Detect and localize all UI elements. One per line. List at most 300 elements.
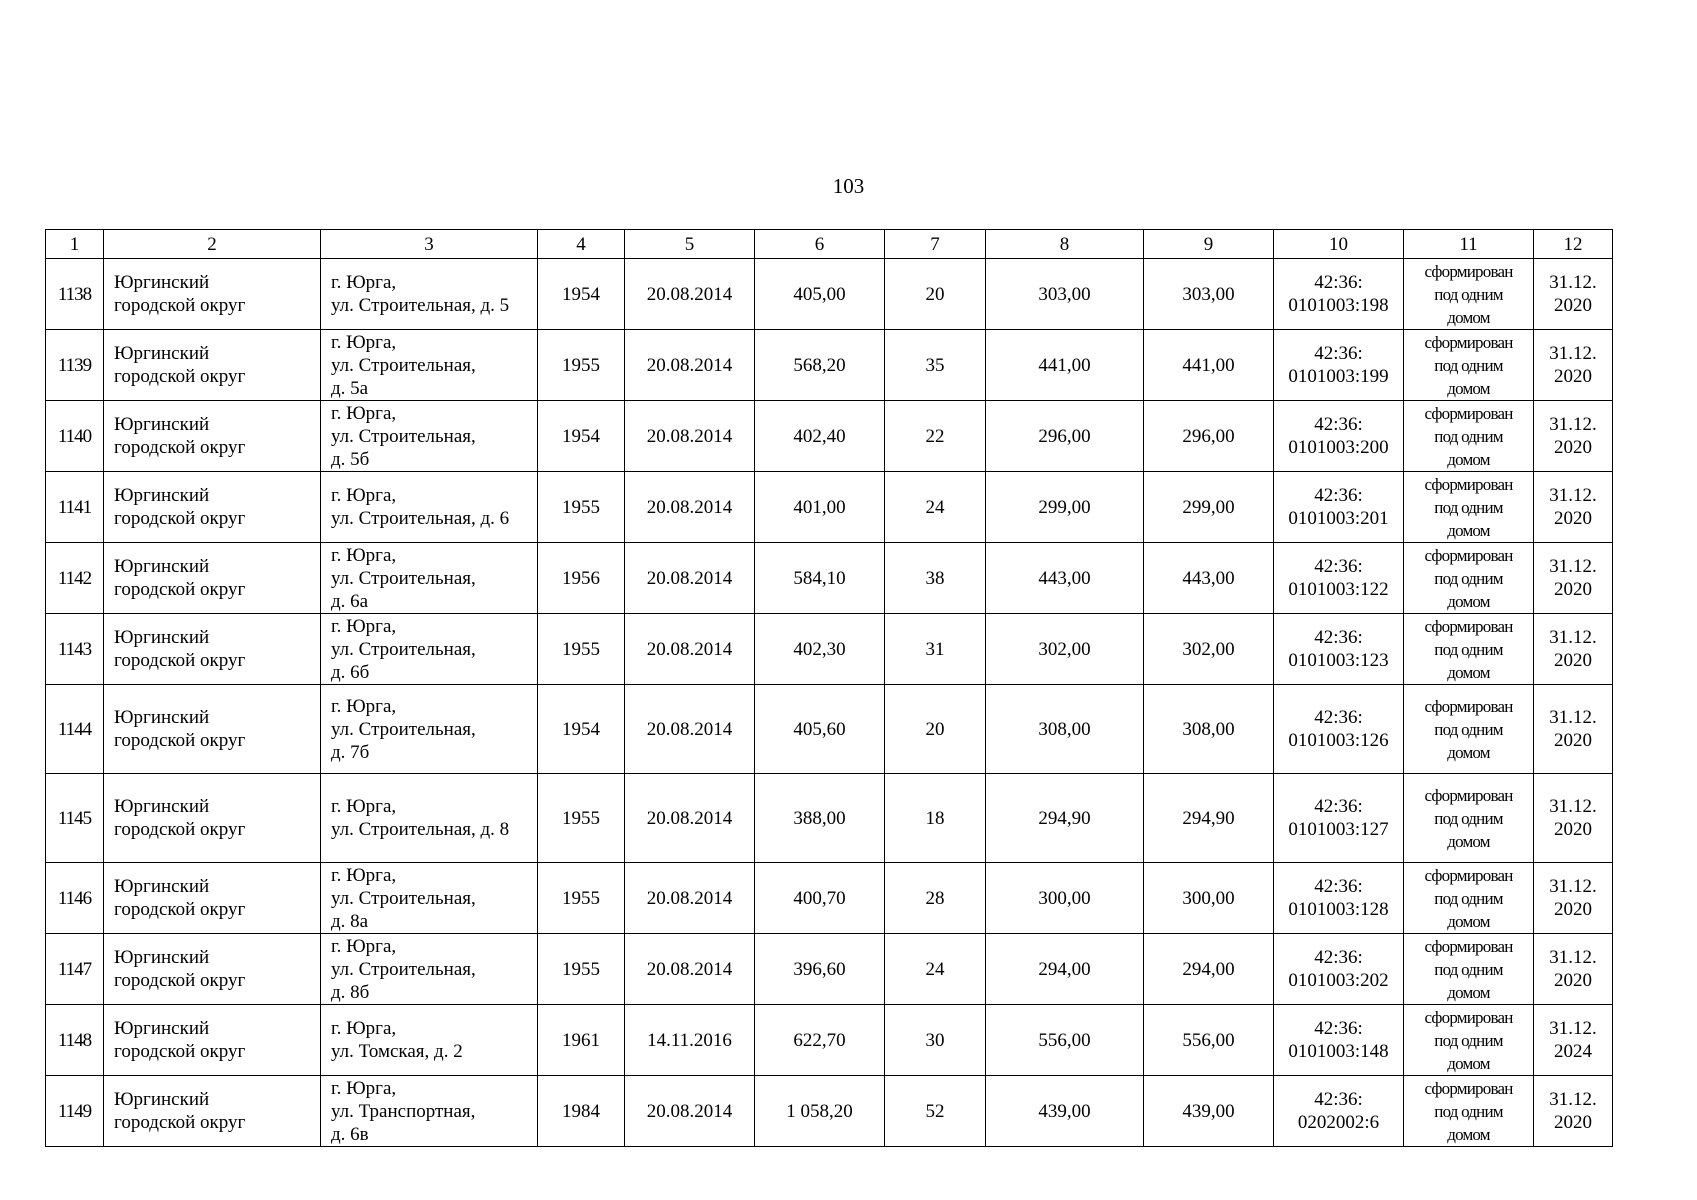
deadline-line: 31.12.	[1549, 707, 1597, 728]
table-row	[46, 330, 1613, 401]
land-status-line: под одним	[1434, 284, 1503, 304]
deadline-cell	[1534, 863, 1613, 934]
address-line: г. Юрга,	[331, 615, 397, 637]
page-number: 103	[832, 174, 865, 198]
land-status-line: домом	[1447, 982, 1490, 1002]
address-cell	[321, 1076, 538, 1147]
column-number: 6	[755, 230, 885, 259]
row-number-cell: 1143	[46, 614, 104, 685]
date-cell: 20.08.2014	[625, 863, 755, 934]
land-status-line: сформирован	[1424, 545, 1513, 565]
deadline-line: 31.12.	[1549, 485, 1597, 506]
deadline-cell	[1534, 472, 1613, 543]
land-status-cell	[1404, 774, 1534, 863]
date-cell: 20.08.2014	[625, 472, 755, 543]
date-cell: 20.08.2014	[625, 401, 755, 472]
year-cell: 1954	[538, 685, 625, 774]
land-plan-area-cell: 441,00	[986, 330, 1144, 401]
municipality-line: городской округ	[114, 730, 246, 751]
date-cell: 14.11.2016	[625, 1005, 755, 1076]
cadastral-number-cell	[1274, 614, 1404, 685]
area-cell: 568,20	[755, 330, 885, 401]
address-line: г. Юрга,	[331, 272, 397, 293]
address-line: ул. Строительная,	[331, 887, 476, 909]
cadastral-number-cell	[1274, 1005, 1404, 1076]
deadline-cell	[1534, 330, 1613, 401]
municipality-cell	[104, 472, 321, 543]
municipality-cell	[104, 863, 321, 934]
residents-cell: 35	[885, 330, 986, 401]
year-cell: 1956	[538, 543, 625, 614]
cadastral-line: 42:36:	[1314, 272, 1363, 293]
address-line: ул. Строительная,	[331, 425, 476, 447]
land-status-line: под одним	[1434, 959, 1503, 979]
land-status-cell	[1404, 934, 1534, 1005]
deadline-cell	[1534, 774, 1613, 863]
cadastral-line: 42:36:	[1314, 627, 1363, 648]
land-status-line: сформирован	[1424, 616, 1513, 636]
table-row	[46, 774, 1613, 863]
cadastral-number-cell	[1274, 401, 1404, 472]
deadline-line: 2020	[1554, 1112, 1592, 1133]
housing-registry-table	[45, 229, 1613, 1147]
municipality-cell	[104, 259, 321, 330]
row-number-cell: 1149	[46, 1076, 104, 1147]
land-measured-area-cell: 443,00	[1144, 543, 1274, 614]
land-status-line: домом	[1447, 831, 1490, 851]
land-status-line: сформирован	[1424, 261, 1513, 281]
address-line: г. Юрга,	[331, 331, 397, 353]
date-cell: 20.08.2014	[625, 774, 755, 863]
address-cell	[321, 401, 538, 472]
municipality-line: Юргинский	[114, 343, 210, 364]
cadastral-line: 0101003:148	[1288, 1041, 1389, 1062]
column-number: 9	[1144, 230, 1274, 259]
cadastral-line: 42:36:	[1314, 1018, 1363, 1039]
cadastral-line: 0101003:198	[1288, 295, 1389, 316]
municipality-line: Юргинский	[114, 1089, 210, 1110]
cadastral-number-cell	[1274, 774, 1404, 863]
address-line: ул. Строительная,	[331, 354, 476, 376]
land-plan-area-cell: 294,90	[986, 774, 1144, 863]
land-measured-area-cell: 294,90	[1144, 774, 1274, 863]
address-cell	[321, 330, 538, 401]
land-measured-area-cell: 302,00	[1144, 614, 1274, 685]
cadastral-number-cell	[1274, 543, 1404, 614]
year-cell: 1955	[538, 774, 625, 863]
municipality-line: городской округ	[114, 970, 246, 991]
land-plan-area-cell: 296,00	[986, 401, 1144, 472]
residents-cell: 22	[885, 401, 986, 472]
land-status-line: домом	[1447, 378, 1490, 398]
land-status-line: сформирован	[1424, 1007, 1513, 1027]
cadastral-number-cell	[1274, 472, 1404, 543]
land-measured-area-cell: 308,00	[1144, 685, 1274, 774]
table-row	[46, 1005, 1613, 1076]
table-row	[46, 934, 1613, 1005]
column-number: 2	[104, 230, 321, 259]
residents-cell: 52	[885, 1076, 986, 1147]
land-plan-area-cell: 443,00	[986, 543, 1144, 614]
table-body	[46, 230, 1613, 1147]
municipality-cell	[104, 614, 321, 685]
deadline-line: 2020	[1554, 819, 1592, 840]
deadline-line: 2020	[1554, 508, 1592, 529]
municipality-line: городской округ	[114, 366, 246, 387]
cadastral-line: 42:36:	[1314, 876, 1363, 897]
municipality-line: городской округ	[114, 508, 246, 529]
deadline-cell	[1534, 1005, 1613, 1076]
area-cell: 402,30	[755, 614, 885, 685]
table-row	[46, 472, 1613, 543]
land-measured-area-cell: 299,00	[1144, 472, 1274, 543]
cadastral-line: 42:36:	[1314, 556, 1363, 577]
address-cell	[321, 259, 538, 330]
address-cell	[321, 543, 538, 614]
municipality-cell	[104, 1005, 321, 1076]
municipality-cell	[104, 401, 321, 472]
column-number-row	[46, 230, 1613, 259]
cadastral-line: 0101003:127	[1288, 819, 1389, 840]
land-status-line: под одним	[1434, 639, 1503, 659]
land-status-cell	[1404, 1076, 1534, 1147]
municipality-cell	[104, 934, 321, 1005]
land-status-line: сформирован	[1424, 332, 1513, 352]
area-cell: 1 058,20	[755, 1076, 885, 1147]
deadline-cell	[1534, 934, 1613, 1005]
deadline-line: 2024	[1554, 1041, 1592, 1062]
column-number: 12	[1534, 230, 1613, 259]
land-status-cell	[1404, 401, 1534, 472]
municipality-cell	[104, 330, 321, 401]
date-cell: 20.08.2014	[625, 685, 755, 774]
cadastral-line: 42:36:	[1314, 707, 1363, 728]
deadline-line: 31.12.	[1549, 947, 1597, 968]
date-cell: 20.08.2014	[625, 543, 755, 614]
address-cell	[321, 774, 538, 863]
table-row	[46, 614, 1613, 685]
deadline-line: 2020	[1554, 650, 1592, 671]
row-number-cell: 1140	[46, 401, 104, 472]
deadline-cell	[1534, 543, 1613, 614]
deadline-line: 2020	[1554, 970, 1592, 991]
cadastral-number-cell	[1274, 259, 1404, 330]
municipality-line: Юргинский	[114, 876, 210, 897]
date-cell: 20.08.2014	[625, 614, 755, 685]
cadastral-line: 42:36:	[1314, 414, 1363, 435]
land-status-line: домом	[1447, 1053, 1490, 1073]
land-plan-area-cell: 300,00	[986, 863, 1144, 934]
year-cell: 1955	[538, 934, 625, 1005]
municipality-line: городской округ	[114, 899, 246, 920]
land-plan-area-cell: 302,00	[986, 614, 1144, 685]
residents-cell: 38	[885, 543, 986, 614]
year-cell: 1955	[538, 330, 625, 401]
deadline-line: 2020	[1554, 730, 1592, 751]
address-line: ул. Строительная, д. 5	[331, 295, 510, 316]
cadastral-line: 42:36:	[1314, 947, 1363, 968]
land-status-line: домом	[1447, 307, 1490, 327]
address-line: ул. Строительная,	[331, 567, 476, 589]
cadastral-line: 42:36:	[1314, 796, 1363, 817]
land-status-line: под одним	[1434, 1030, 1503, 1050]
year-cell: 1955	[538, 614, 625, 685]
municipality-line: городской округ	[114, 1112, 246, 1133]
row-number-cell: 1144	[46, 685, 104, 774]
land-status-cell	[1404, 685, 1534, 774]
municipality-cell	[104, 543, 321, 614]
address-line: ул. Строительная, д. 8	[331, 819, 510, 840]
residents-cell: 31	[885, 614, 986, 685]
row-number-cell: 1145	[46, 774, 104, 863]
address-line: г. Юрга,	[331, 485, 397, 506]
row-number-cell: 1147	[46, 934, 104, 1005]
address-line: ул. Строительная,	[331, 958, 476, 980]
land-status-line: сформирован	[1424, 474, 1513, 494]
table-row	[46, 863, 1613, 934]
date-cell: 20.08.2014	[625, 330, 755, 401]
municipality-line: Юргинский	[114, 556, 210, 577]
land-measured-area-cell: 441,00	[1144, 330, 1274, 401]
municipality-line: Юргинский	[114, 272, 210, 293]
land-status-line: под одним	[1434, 426, 1503, 446]
municipality-line: городской округ	[114, 650, 246, 671]
cadastral-number-cell	[1274, 330, 1404, 401]
land-status-cell	[1404, 1005, 1534, 1076]
land-status-line: домом	[1447, 449, 1490, 469]
deadline-cell	[1534, 614, 1613, 685]
land-status-line: сформирован	[1424, 785, 1513, 805]
address-line: г. Юрга,	[331, 1077, 397, 1099]
deadline-line: 2020	[1554, 579, 1592, 600]
deadline-line: 31.12.	[1549, 1089, 1597, 1110]
land-status-line: под одним	[1434, 355, 1503, 375]
land-measured-area-cell: 439,00	[1144, 1076, 1274, 1147]
address-cell	[321, 472, 538, 543]
residents-cell: 24	[885, 934, 986, 1005]
address-cell	[321, 614, 538, 685]
date-cell: 20.08.2014	[625, 934, 755, 1005]
land-status-cell	[1404, 330, 1534, 401]
address-line: д. 6б	[331, 661, 370, 683]
year-cell: 1961	[538, 1005, 625, 1076]
cadastral-number-cell	[1274, 934, 1404, 1005]
area-cell: 405,00	[755, 259, 885, 330]
column-number: 4	[538, 230, 625, 259]
address-line: д. 7б	[331, 741, 370, 763]
cadastral-line: 0101003:123	[1288, 650, 1389, 671]
land-status-line: сформирован	[1424, 696, 1513, 716]
deadline-line: 2020	[1554, 437, 1592, 458]
cadastral-line: 0101003:128	[1288, 899, 1389, 920]
municipality-line: Юргинский	[114, 707, 210, 728]
row-number-cell: 1142	[46, 543, 104, 614]
deadline-cell	[1534, 685, 1613, 774]
residents-cell: 20	[885, 259, 986, 330]
cadastral-line: 42:36:	[1314, 1089, 1363, 1110]
deadline-cell	[1534, 401, 1613, 472]
land-measured-area-cell: 303,00	[1144, 259, 1274, 330]
area-cell: 622,70	[755, 1005, 885, 1076]
deadline-line: 31.12.	[1549, 414, 1597, 435]
area-cell: 401,00	[755, 472, 885, 543]
land-status-line: домом	[1447, 911, 1490, 931]
table-row	[46, 259, 1613, 330]
address-cell	[321, 685, 538, 774]
municipality-line: городской округ	[114, 295, 246, 316]
column-number: 8	[986, 230, 1144, 259]
land-plan-area-cell: 556,00	[986, 1005, 1144, 1076]
row-number-cell: 1139	[46, 330, 104, 401]
municipality-cell	[104, 1076, 321, 1147]
date-cell: 20.08.2014	[625, 1076, 755, 1147]
land-measured-area-cell: 296,00	[1144, 401, 1274, 472]
residents-cell: 18	[885, 774, 986, 863]
address-line: ул. Строительная,	[331, 718, 476, 740]
deadline-line: 31.12.	[1549, 796, 1597, 817]
cadastral-line: 0101003:199	[1288, 366, 1389, 387]
land-status-line: сформирован	[1424, 865, 1513, 885]
deadline-line: 31.12.	[1549, 343, 1597, 364]
year-cell: 1955	[538, 472, 625, 543]
land-status-line: под одним	[1434, 497, 1503, 517]
residents-cell: 28	[885, 863, 986, 934]
cadastral-number-cell	[1274, 863, 1404, 934]
column-number: 10	[1274, 230, 1404, 259]
land-status-line: под одним	[1434, 1101, 1503, 1121]
land-status-cell	[1404, 472, 1534, 543]
column-number: 11	[1404, 230, 1534, 259]
cadastral-line: 0101003:122	[1288, 579, 1389, 600]
address-line: д. 5а	[331, 377, 369, 399]
row-number-cell: 1146	[46, 863, 104, 934]
land-status-line: под одним	[1434, 888, 1503, 908]
row-number-cell: 1148	[46, 1005, 104, 1076]
column-number: 5	[625, 230, 755, 259]
municipality-line: городской округ	[114, 1041, 246, 1062]
deadline-line: 2020	[1554, 295, 1592, 316]
address-line: ул. Томская, д. 2	[331, 1041, 463, 1062]
land-status-line: под одним	[1434, 719, 1503, 739]
cadastral-line: 0101003:126	[1288, 730, 1389, 751]
municipality-line: Юргинский	[114, 414, 210, 435]
land-plan-area-cell: 303,00	[986, 259, 1144, 330]
address-line: ул. Строительная,	[331, 638, 476, 660]
land-status-line: сформирован	[1424, 1078, 1513, 1098]
table-row	[46, 543, 1613, 614]
address-line: г. Юрга,	[331, 695, 397, 717]
address-line: г. Юрга,	[331, 935, 397, 957]
deadline-line: 31.12.	[1549, 1018, 1597, 1039]
municipality-line: городской округ	[114, 579, 246, 600]
date-cell: 20.08.2014	[625, 259, 755, 330]
area-cell: 402,40	[755, 401, 885, 472]
table-row	[46, 1076, 1613, 1147]
cadastral-line: 0101003:202	[1288, 970, 1389, 991]
land-status-line: под одним	[1434, 808, 1503, 828]
cadastral-line: 42:36:	[1314, 485, 1363, 506]
municipality-line: Юргинский	[114, 627, 210, 648]
municipality-line: городской округ	[114, 437, 246, 458]
address-line: г. Юрга,	[331, 864, 397, 886]
residents-cell: 30	[885, 1005, 986, 1076]
area-cell: 584,10	[755, 543, 885, 614]
table-row	[46, 401, 1613, 472]
municipality-line: Юргинский	[114, 1018, 210, 1039]
land-plan-area-cell: 439,00	[986, 1076, 1144, 1147]
deadline-line: 31.12.	[1549, 556, 1597, 577]
land-status-cell	[1404, 259, 1534, 330]
column-number: 7	[885, 230, 986, 259]
land-status-line: домом	[1447, 1124, 1490, 1144]
municipality-line: Юргинский	[114, 947, 210, 968]
municipality-cell	[104, 774, 321, 863]
address-line: ул. Строительная, д. 6	[331, 508, 510, 529]
address-line: ул. Транспортная,	[331, 1100, 476, 1122]
cadastral-number-cell	[1274, 685, 1404, 774]
column-number: 3	[321, 230, 538, 259]
land-status-line: сформирован	[1424, 403, 1513, 423]
deadline-line: 2020	[1554, 899, 1592, 920]
land-measured-area-cell: 300,00	[1144, 863, 1274, 934]
cadastral-line: 42:36:	[1314, 343, 1363, 364]
cadastral-line: 0202002:6	[1297, 1112, 1380, 1133]
area-cell: 405,60	[755, 685, 885, 774]
year-cell: 1984	[538, 1076, 625, 1147]
land-status-cell	[1404, 543, 1534, 614]
cadastral-line: 0101003:200	[1288, 437, 1389, 458]
cadastral-number-cell	[1274, 1076, 1404, 1147]
land-status-cell	[1404, 614, 1534, 685]
table-row	[46, 685, 1613, 774]
municipality-line: Юргинский	[114, 796, 210, 817]
address-line: г. Юрга,	[331, 1018, 397, 1039]
column-number: 1	[46, 230, 104, 259]
municipality-line: Юргинский	[114, 485, 210, 506]
municipality-line: городской округ	[114, 819, 246, 840]
residents-cell: 20	[885, 685, 986, 774]
land-plan-area-cell: 299,00	[986, 472, 1144, 543]
municipality-cell	[104, 685, 321, 774]
address-line: д. 6в	[331, 1123, 369, 1145]
land-status-line: под одним	[1434, 568, 1503, 588]
address-line: г. Юрга,	[331, 544, 397, 566]
land-measured-area-cell: 556,00	[1144, 1005, 1274, 1076]
row-number-cell: 1138	[46, 259, 104, 330]
deadline-cell	[1534, 259, 1613, 330]
address-line: г. Юрга,	[331, 402, 397, 424]
year-cell: 1955	[538, 863, 625, 934]
address-line: д. 5б	[331, 448, 370, 470]
address-cell	[321, 863, 538, 934]
deadline-line: 2020	[1554, 366, 1592, 387]
area-cell: 396,60	[755, 934, 885, 1005]
address-line: г. Юрга,	[331, 796, 397, 817]
land-measured-area-cell: 294,00	[1144, 934, 1274, 1005]
area-cell: 388,00	[755, 774, 885, 863]
address-cell	[321, 934, 538, 1005]
residents-cell: 24	[885, 472, 986, 543]
area-cell: 400,70	[755, 863, 885, 934]
deadline-line: 31.12.	[1549, 876, 1597, 897]
land-status-line: домом	[1447, 520, 1490, 540]
address-line: д. 8б	[331, 981, 370, 1003]
address-cell	[321, 1005, 538, 1076]
cadastral-line: 0101003:201	[1288, 508, 1389, 529]
deadline-cell	[1534, 1076, 1613, 1147]
land-plan-area-cell: 294,00	[986, 934, 1144, 1005]
deadline-line: 31.12.	[1549, 272, 1597, 293]
